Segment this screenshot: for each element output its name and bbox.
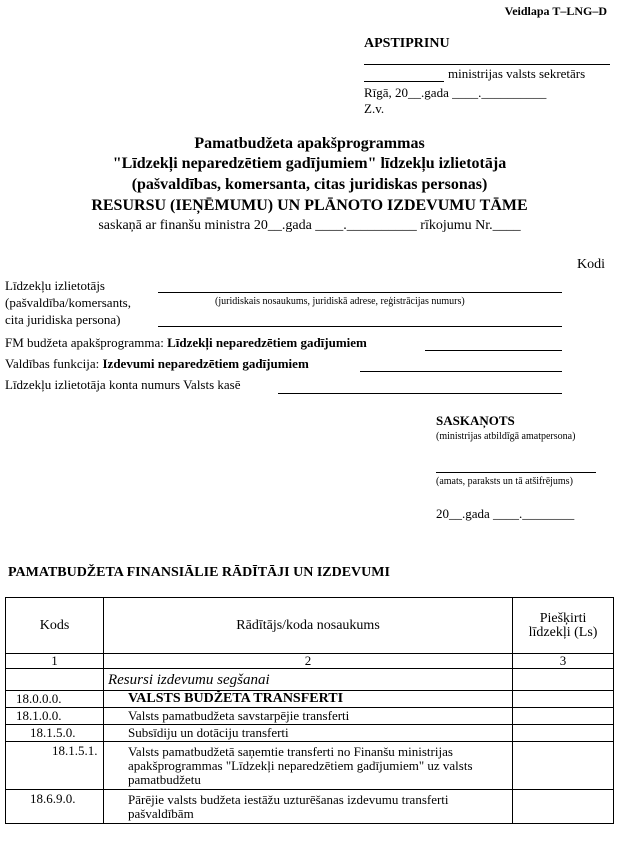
user-line-2 xyxy=(158,326,562,327)
col-number-1: 1 xyxy=(6,654,104,669)
approve-title: APSTIPRINU xyxy=(364,36,450,51)
financial-table xyxy=(5,597,614,824)
header-name: Rādītājs/koda nosaukums xyxy=(103,598,512,654)
col-number-3: 3 xyxy=(513,654,614,669)
fm-program-value: Līdzekļi neparedzētiem gadījumiem xyxy=(167,335,367,350)
function-label: Valdības funkcija: xyxy=(5,356,100,371)
row-name: VALSTS BUDŽETA TRANSFERTI xyxy=(103,691,512,708)
row-name: Pārējie valsts budžeta iestāžu uzturēšanas izdevumu transferti pašvaldībām xyxy=(103,790,512,824)
row-name: Valsts pamatbudžeta savstarpējie transferti xyxy=(103,708,512,725)
row-amount xyxy=(513,742,614,790)
agreed-title: SASKAŅOTS xyxy=(436,413,515,428)
heading-line2: "Līdzekļi neparedzētiem gadījumiem" līdzekļu izlietotāja xyxy=(112,155,507,172)
table-header-row xyxy=(6,598,614,654)
agreed-date: 20__.gada ____.________ xyxy=(436,506,575,521)
function-value: Izdevumi neparedzētiem gadījumiem xyxy=(102,356,309,371)
section-label: Resursi izdevumu segšanai xyxy=(103,669,512,691)
approve-name-line xyxy=(364,64,610,65)
heading-line5: saskaņā ar finanšu ministra 20__.gada ____.__________ rīkojumu Nr.____ xyxy=(98,218,521,233)
row-code: 18.0.0.0. xyxy=(6,691,104,708)
function-field xyxy=(5,356,309,372)
user-label-1: Līdzekļu izlietotājs xyxy=(5,278,105,293)
heading-line1: Pamatbudžeta apakšprogrammas xyxy=(194,135,425,152)
row-code: 18.1.5.0. xyxy=(6,725,104,742)
user-label-3: cita juridiska persona) xyxy=(5,312,121,327)
heading-line3: (pašvaldības, komersanta, citas juridiskas personas) xyxy=(131,176,488,193)
table-row xyxy=(6,790,614,824)
section-title: PAMATBUDŽETA FINANSIĀLIE RĀDĪTĀJI UN IZDEVUMI xyxy=(8,565,390,580)
table-row xyxy=(6,691,614,708)
section-code-cell xyxy=(6,669,104,691)
table-number-row xyxy=(6,654,614,669)
approve-ministry-line xyxy=(364,81,444,82)
row-name: Subsīdiju un dotāciju transferti xyxy=(103,725,512,742)
row-amount xyxy=(513,708,614,725)
row-amount xyxy=(513,790,614,824)
approve-date: Rīgā, 20__.gada ____.__________ xyxy=(364,85,547,100)
heading-line4: RESURSU (IEŅĒMUMU) UN PLĀNOTO IZDEVUMU TĀME xyxy=(91,197,528,214)
user-label-2: (pašvaldība/komersants, xyxy=(5,295,131,310)
user-hint: (juridiskais nosaukums, juridiskā adrese, reģistrācijas numurs) xyxy=(215,296,465,307)
agreed-hint-1: (ministrijas atbildīgā amatpersona) xyxy=(436,431,576,442)
row-amount xyxy=(513,691,614,708)
agreed-hint-2: (amats, paraksts un tā atšifrējums) xyxy=(436,476,573,487)
row-amount xyxy=(513,725,614,742)
row-name: Valsts pamatbudžetā saņemtie transferti no Finanšu ministrijas apakšprogrammas "Līdzekļi neparedzētiem gadījumiem" uz valsts pamatbudžetu xyxy=(103,742,512,790)
approve-ministry-label: ministrijas valsts sekretārs xyxy=(448,66,586,81)
account-line xyxy=(278,393,562,394)
table-row xyxy=(6,725,614,742)
table-row xyxy=(6,742,614,790)
function-line xyxy=(360,371,562,372)
fm-program-field xyxy=(5,335,367,351)
agreed-sign-line xyxy=(436,472,596,473)
codes-label: Kodi xyxy=(577,257,605,272)
section-amount-cell xyxy=(513,669,614,691)
row-code: 18.1.0.0. xyxy=(6,708,104,725)
table-row xyxy=(6,708,614,725)
account-label: Līdzekļu izlietotāja konta numurs Valsts kasē xyxy=(5,377,241,392)
row-code: 18.1.5.1. xyxy=(6,742,104,790)
header-amount: Piešķirti līdzekļi (Ls) xyxy=(513,598,614,654)
fm-program-label: FM budžeta apakšprogramma: xyxy=(5,335,164,350)
form-id: Veidlapa T–LNG–D xyxy=(504,4,607,18)
approve-seal: Z.v. xyxy=(364,101,385,116)
fm-program-line xyxy=(425,350,562,351)
col-number-2: 2 xyxy=(103,654,512,669)
user-line-1 xyxy=(158,292,562,293)
table-section-row xyxy=(6,669,614,691)
row-code: 18.6.9.0. xyxy=(6,790,104,824)
header-code: Kods xyxy=(6,598,104,654)
